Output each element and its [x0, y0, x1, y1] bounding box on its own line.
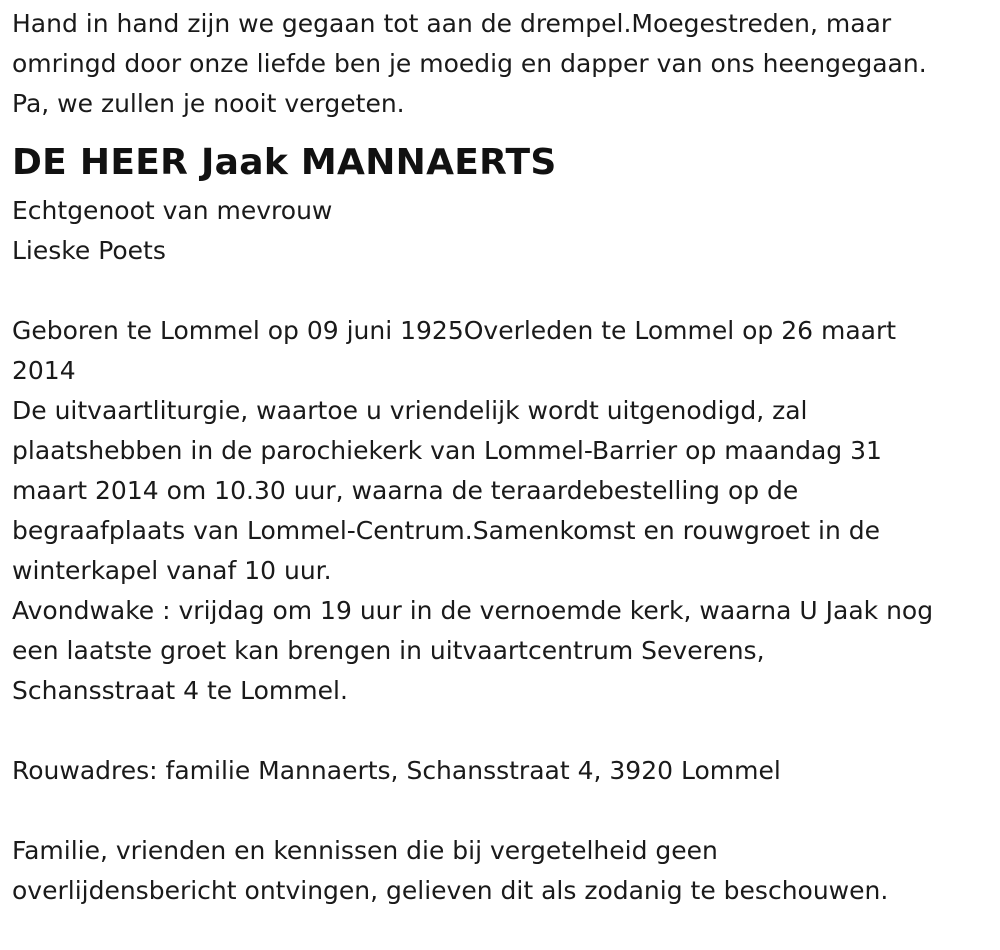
spouse-line: Echtgenoot van mevrouw — [12, 196, 333, 225]
intro-line: omringd door onze liefde ben je moedig en dapper van ons heengegaan. — [12, 49, 927, 78]
mourning-address: Rouwadres: familie Mannaerts, Schansstraat 4, 3920 Lommel — [12, 756, 781, 785]
closing-line: Familie, vrienden en kennissen die bij vergetelheid geen — [12, 836, 718, 865]
intro-verse — [12, 4, 988, 124]
details-line: Avondwake : vrijdag om 19 uur in de vernoemde kerk, waarna U Jaak nog — [12, 596, 934, 625]
obituary-notice — [12, 4, 988, 911]
details-line: Geboren te Lommel op 09 juni 1925Overleden te Lommel op 26 maart — [12, 316, 897, 345]
details-line: plaatshebben in de parochiekerk van Lommel-Barrier op maandag 31 — [12, 436, 882, 465]
intro-line: Pa, we zullen je nooit vergeten. — [12, 89, 405, 118]
details-line: 2014 — [12, 356, 76, 385]
closing-note — [12, 831, 988, 911]
funeral-details — [12, 311, 988, 711]
spouse-info — [12, 191, 988, 271]
spouse-line: Lieske Poets — [12, 236, 166, 265]
intro-line: Hand in hand zijn we gegaan tot aan de drempel.Moegestreden, maar — [12, 9, 892, 38]
deceased-name-heading: DE HEER Jaak MANNAERTS — [12, 142, 557, 183]
details-line: winterkapel vanaf 10 uur. — [12, 556, 332, 585]
closing-line: overlijdensbericht ontvingen, gelieven dit als zodanig te beschouwen. — [12, 876, 889, 905]
spacer — [12, 271, 988, 311]
details-line: een laatste groet kan brengen in uitvaartcentrum Severens, — [12, 636, 765, 665]
spacer — [12, 791, 988, 831]
details-line: De uitvaartliturgie, waartoe u vriendelijk wordt uitgenodigd, zal — [12, 396, 808, 425]
details-line: Schansstraat 4 te Lommel. — [12, 676, 348, 705]
details-line: begraafplaats van Lommel-Centrum.Samenkomst en rouwgroet in de — [12, 516, 880, 545]
spacer — [12, 711, 988, 751]
details-line: maart 2014 om 10.30 uur, waarna de teraardebestelling op de — [12, 476, 799, 505]
